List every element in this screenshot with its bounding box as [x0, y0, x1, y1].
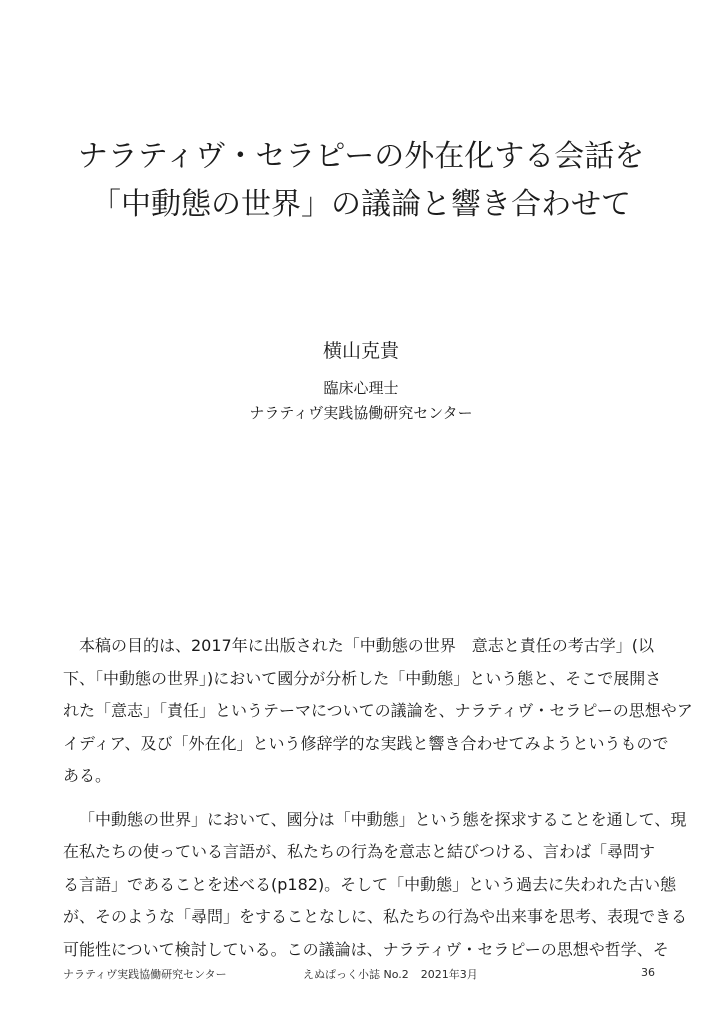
paragraph-2-line-1: 「中動態の世界」において、國分は「中動態」という態を探求することを通して、現: [79, 809, 687, 829]
article-title: [60, 133, 662, 229]
footer-date: 2021年3月: [420, 968, 478, 981]
paragraph-1-line-5: ある。: [63, 766, 112, 785]
footer-journal-name: えぬぱっく小誌 No.2: [303, 968, 409, 981]
body-paragraph-1: [63, 630, 693, 793]
article-title-line-2: 「中動態の世界」の議論と響き合わせて: [91, 187, 631, 222]
paragraph-2-line-4: が、そのような「尋問」をすることなしに、私たちの行為や出来事を思考、表現できる: [63, 907, 688, 926]
footer-page-number: 36: [641, 966, 655, 979]
author-block: [160, 338, 562, 426]
paragraph-2-line-3: る言語」であることを述べる(p182)。そして「中動態」という過去に失われた古い態: [63, 874, 677, 894]
footer-journal-issue: [303, 966, 478, 982]
paragraph-1-line-1: 本稿の目的は、2017年に出版された「中動態の世界 意志と責任の考古学」(以: [79, 636, 654, 655]
author-organization: ナラティヴ実践協働研究センター: [249, 404, 473, 422]
page-footer: [63, 966, 663, 986]
paragraph-2-line-5: 可能性について検討している。この議論は、ナラティヴ・セラピーの思想や哲学、そ: [63, 939, 669, 959]
author-name: 横山克貴: [322, 340, 399, 362]
paragraph-1-line-4: イディア、及び「外在化」という修辞学的な実践と響き合わせてみようというもので: [63, 733, 669, 753]
footer-organization: ナラティヴ実践協働研究センター: [63, 968, 227, 981]
paragraph-1-line-3: れた「意志」「責任」というテーマについての議論を、ナラティヴ・セラピーの思想やア: [63, 701, 693, 720]
author-role: 臨床心理士: [323, 379, 399, 397]
article-body: [63, 630, 693, 977]
article-title-line-1: ナラティヴ・セラピーの外在化する会話を: [77, 139, 645, 174]
paragraph-1-line-2: 下、「中動態の世界」)において國分が分析した「中動態」という態と、そこで展開さ: [63, 668, 662, 688]
body-paragraph-2: [63, 804, 688, 967]
paragraph-2-line-2: 在私たちの使っている言語が、私たちの行為を意志と結びつける、言わば「尋問す: [63, 842, 656, 861]
